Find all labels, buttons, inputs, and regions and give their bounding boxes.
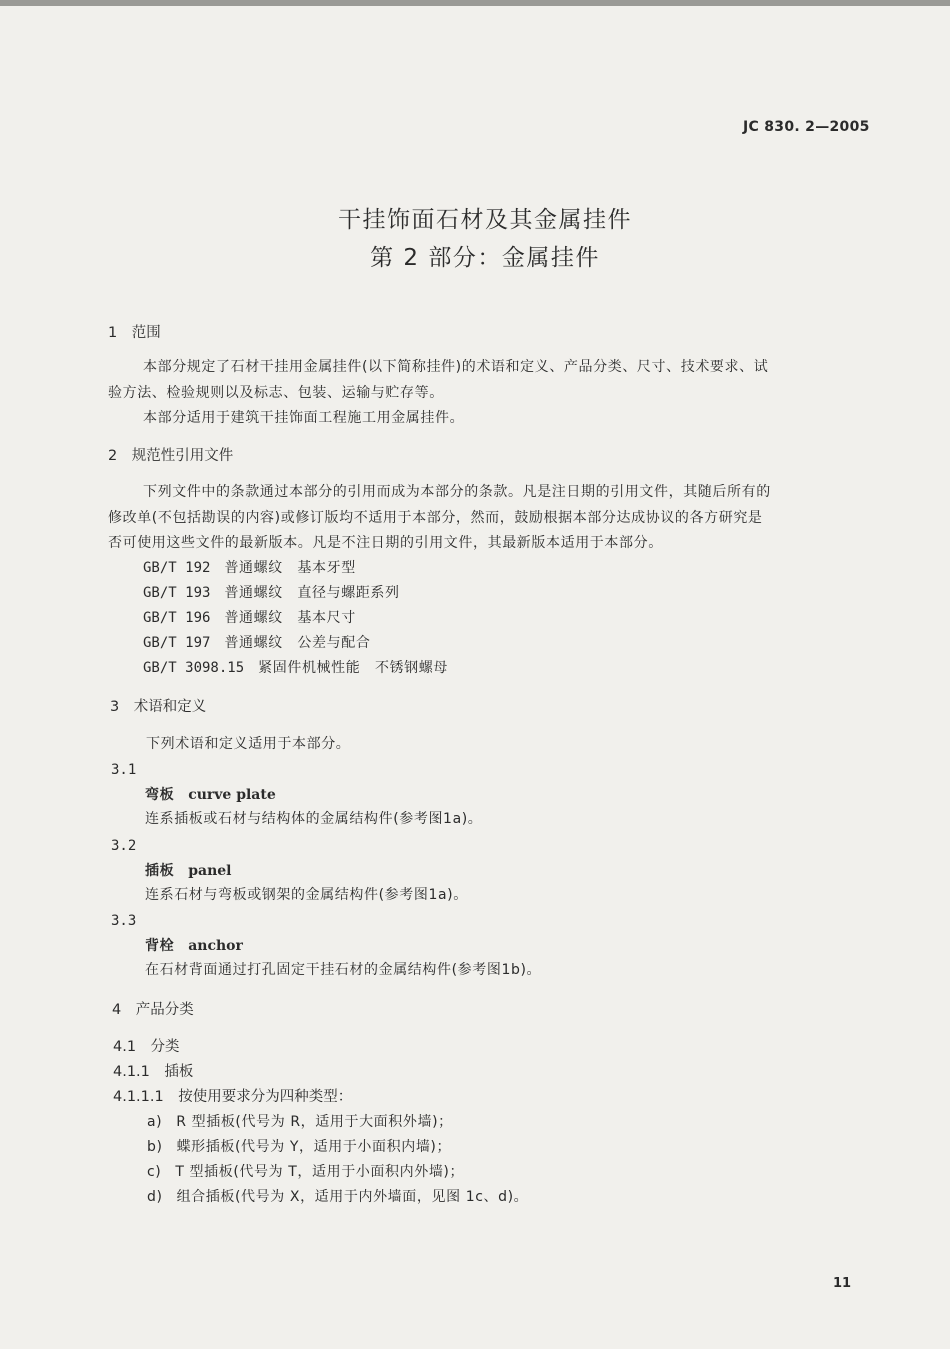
term-definition: 在石材背面通过打孔固定干挂石材的金属结构件(参考图1b)。 <box>145 962 542 978</box>
term-number: 3.3 <box>111 913 137 929</box>
term-heading <box>145 786 276 804</box>
term-english: anchor <box>188 938 243 954</box>
term-definition: 连系插板或石材与结构体的金属结构件(参考图1a)。 <box>145 811 483 827</box>
subsection-heading: 4.1.1.1 按使用要求分为四种类型： <box>113 1089 353 1105</box>
term-definition: 连系石材与弯板或钢架的金属结构件(参考图1a)。 <box>145 887 468 903</box>
section-2-paragraph-line: 下列文件中的条款通过本部分的引用而成为本部分的条款。凡是注日期的引用文件，其随后所有的 <box>143 484 771 500</box>
reference-title: 普通螺纹 直径与螺距系列 <box>224 585 400 601</box>
reference-title: 普通螺纹 公差与配合 <box>224 635 371 651</box>
list-item <box>147 1163 464 1181</box>
reference-code: GB/T 192 <box>143 560 211 576</box>
document-title: 干挂饰面石材及其金属挂件 <box>338 207 632 233</box>
reference-item <box>143 609 356 627</box>
reference-item <box>143 634 370 652</box>
subsection-heading: 4.1.1 插板 <box>113 1064 194 1080</box>
term-number: 3.1 <box>111 762 137 778</box>
reference-title: 紧固件机械性能 不锈钢螺母 <box>258 660 448 676</box>
list-item <box>147 1188 528 1206</box>
list-item <box>147 1113 453 1131</box>
page-number: 11 <box>833 1276 852 1291</box>
list-item <box>147 1138 451 1156</box>
term-number: 3.2 <box>111 838 137 854</box>
section-2-paragraph-line: 修改单(不包括勘误的内容)或修订版均不适用于本部分，然而，鼓励根据本部分达成协议的各方研究是 <box>108 510 763 526</box>
section-2-heading: 2 规范性引用文件 <box>108 448 234 464</box>
list-marker: d) <box>147 1189 163 1205</box>
term-english: curve plate <box>188 787 276 803</box>
reference-item <box>143 559 356 577</box>
term-chinese: 背栓 <box>145 938 175 954</box>
reference-item <box>143 659 448 677</box>
section-3-heading: 3 术语和定义 <box>110 699 207 715</box>
section-4-heading: 4 产品分类 <box>112 1002 194 1018</box>
section-1-heading: 1 范围 <box>108 325 161 341</box>
term-english: panel <box>188 863 232 879</box>
reference-code: GB/T 3098.15 <box>143 660 245 676</box>
list-text: T 型插板(代号为 T，适用于小面积内外墙)； <box>175 1164 465 1180</box>
section-1-paragraph-line: 本部分规定了石材干挂用金属挂件(以下简称挂件)的术语和定义、产品分类、尺寸、技术要求、试 <box>143 359 769 375</box>
reference-title: 普通螺纹 基本尺寸 <box>224 610 356 626</box>
term-heading <box>145 937 243 955</box>
section-3-intro: 下列术语和定义适用于本部分。 <box>146 736 351 752</box>
section-1-paragraph-line: 验方法、检验规则以及标志、包装、运输与贮存等。 <box>108 385 444 401</box>
term-heading <box>145 862 231 880</box>
reference-item <box>143 584 400 602</box>
reference-title: 普通螺纹 基本牙型 <box>224 560 356 576</box>
list-marker: b) <box>147 1139 163 1155</box>
standard-number: JC 830. 2—2005 <box>743 119 870 135</box>
list-text: 组合插板(代号为 X，适用于内外墙面，见图 1c、d)。 <box>176 1189 529 1205</box>
term-chinese: 弯板 <box>145 787 175 803</box>
reference-code: GB/T 196 <box>143 610 211 626</box>
subsection-heading: 4.1 分类 <box>113 1039 180 1055</box>
reference-code: GB/T 197 <box>143 635 211 651</box>
list-marker: a) <box>147 1114 163 1130</box>
reference-code: GB/T 193 <box>143 585 211 601</box>
list-marker: c) <box>147 1164 162 1180</box>
list-text: R 型插板(代号为 R，适用于大面积外墙)； <box>176 1114 453 1130</box>
section-2-paragraph-line: 否可使用这些文件的最新版本。凡是不注日期的引用文件，其最新版本适用于本部分。 <box>108 535 663 551</box>
section-1-paragraph: 本部分适用于建筑干挂饰面工程施工用金属挂件。 <box>143 410 465 426</box>
term-chinese: 插板 <box>145 863 175 879</box>
document-subtitle: 第 2 部分：金属挂件 <box>370 245 600 271</box>
list-text: 蝶形插板(代号为 Y，适用于小面积内墙)； <box>176 1139 452 1155</box>
